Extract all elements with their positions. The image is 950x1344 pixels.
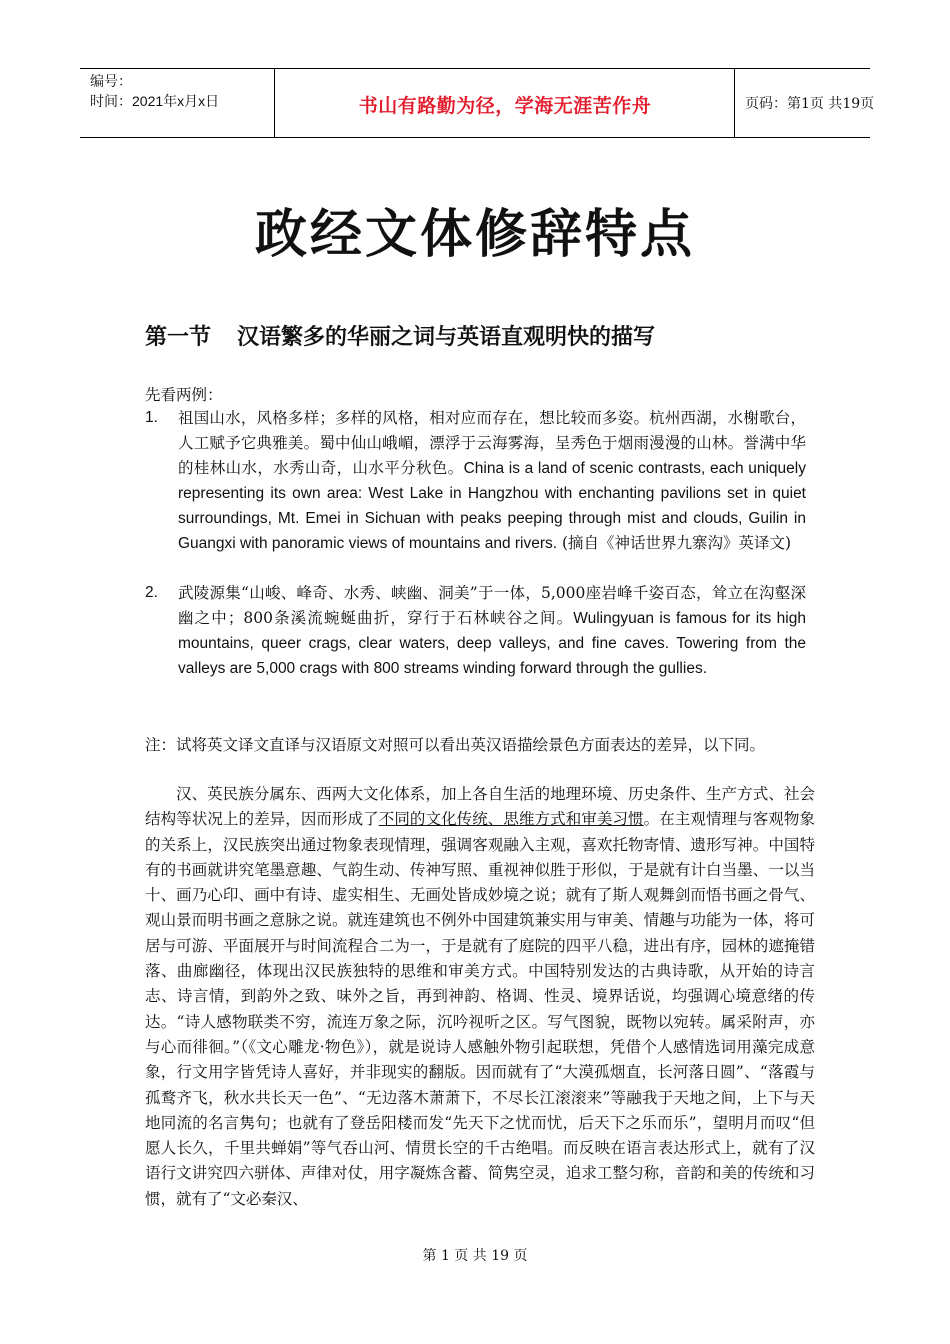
body-text-part2: 。在主观情理与客观物象的关系上，汉民族突出通过物象表现情理，强调客观融入主观，喜欢托物寄情、遗形写神。中国特有的书画就讲究笔墨意趣、气韵生动、传神写照、重视神似胜于形似，于是就有计白当墨、一以当十、画乃心印、画中有诗、虚实相生、无画处皆成妙境之说；就有了斯人观舞剑而悟书画之骨气、观山景而明书画之意脉之说。就连建筑也不例外中国建筑兼实用与审美、情趣与功能为一体，将可居与可游、平面展开与时间流程合二为一，于是就有了庭院的四平八稳，进出有序，园林的遮掩错落、曲廊幽径，体现出汉民族独特的思维和审美方式。中国特别发达的古典诗歌，从开始的诗言志、诗言情，到韵外之致、味外之旨，再到神韵、格调、性灵、境界话说，均强调心境意绪的传达。“诗人感物联类不穷，流连万象之际，沉吟视听之区。写气图貌，既物以宛转。属采附声，亦与心而徘徊。”（《文心雕龙·物色》），就是说诗人感触外物引起联想，凭借个人感情选词用藻完成意象，行文用字皆凭诗人喜好，并非现实的翻版。因而就有了“大漠孤烟直，长河落日圆”、“落霞与孤鹜齐飞，秋水共长天一色”、“无边落木萧萧下，不尽长江滚滚来”等融我于天地之间，上下与天地同流的名言隽句；也就有了登岳阳楼而发“先天下之忧而忧，后天下之乐而乐”，望明月而叹“但愿人长久，千里共蝉娟”等气吞山河、情贯长空的千古绝唱。而反映在语言表达形式上，就有了汉语行文讲究四六骈体、声律对仗，用字凝炼含蓄、简隽空灵，追求工整匀称，音韵和美的传统和习惯，就有了“文必秦汉、 [145, 810, 815, 1208]
page-header [80, 68, 875, 138]
header-meta-cell [80, 69, 275, 137]
header-page-info: 页码：第1页 共19页 [745, 96, 875, 112]
example-item [178, 406, 806, 556]
example-en-text: China is a land of scenic contrasts, each uniquely representing its own area: West Lake in Hangzhou with enchanting pavilions set in quiet surroundings, Mt. Emei in Sichuan with peaks peeping through mist and clouds, Guilin in Guangxi with panoramic views of mountains and rivers. [178, 460, 806, 552]
document-number-label: 编号： [90, 73, 132, 89]
body-paragraph [145, 782, 815, 1212]
example-zh-text: 祖国山水，风格多样；多样的风格，相对应而存在，想比较而多姿。杭州西湖，水榭歌台，人工赋予它典雅美。蜀中仙山峨嵋，漂浮于云海雾海，呈秀色于烟雨漫漫的山林。誉满中华的桂林山水，水秀山奇，山水平分秋色。 [178, 409, 806, 477]
example-number: 2. [145, 584, 158, 601]
example-en-text: Wulingyuan is famous for its high mountains, queer crags, clear waters, deep valleys, and fine caves. Towering from the valleys are 5,000 crags with 800 streams winding forward through the gullies. [178, 610, 806, 677]
document-time-label: 时间：2021年x月x日 [90, 93, 220, 109]
body-underlined-text: 不同的文化传统、思维方式和审美习惯 [378, 810, 644, 829]
example-item [178, 581, 806, 681]
example-number: 1. [145, 409, 158, 426]
page-footer: 第 1 页 共 19 页 [422, 1248, 528, 1264]
section-number: 第一节 [145, 325, 212, 350]
header-motto-cell [275, 69, 735, 137]
section-heading [145, 320, 655, 351]
example-zh-text: 武陵源集“山峻、峰奇、水秀、峡幽、洞美”于一体，5,000座岩峰千姿百态，耸立在沟壑深幽之中；800条溪流蜿蜒曲折，穿行于石林峡谷之间。 [178, 584, 806, 627]
document-title: 政经文体修辞特点 [254, 205, 695, 265]
example-source: (摘自《神话世界九寨沟》英译文) [557, 534, 792, 552]
section-title: 汉语繁多的华丽之词与英语直观明快的描写 [237, 325, 656, 350]
body-text-part1: 汉、英民族分属东、西两大文化体系，加上各自生活的地理环境、历史条件、生产方式、社会结构等状况上的差异，因而形成了 [145, 785, 815, 829]
note-text: 注：试将英文译文直译与汉语原文对照可以看出英汉语描绘景色方面表达的差异，以下同。 [145, 736, 766, 754]
header-page-cell [735, 69, 875, 137]
intro-text: 先看两例： [145, 386, 223, 404]
header-motto: 书山有路勤为径，学海无涯苦作舟 [358, 95, 652, 117]
